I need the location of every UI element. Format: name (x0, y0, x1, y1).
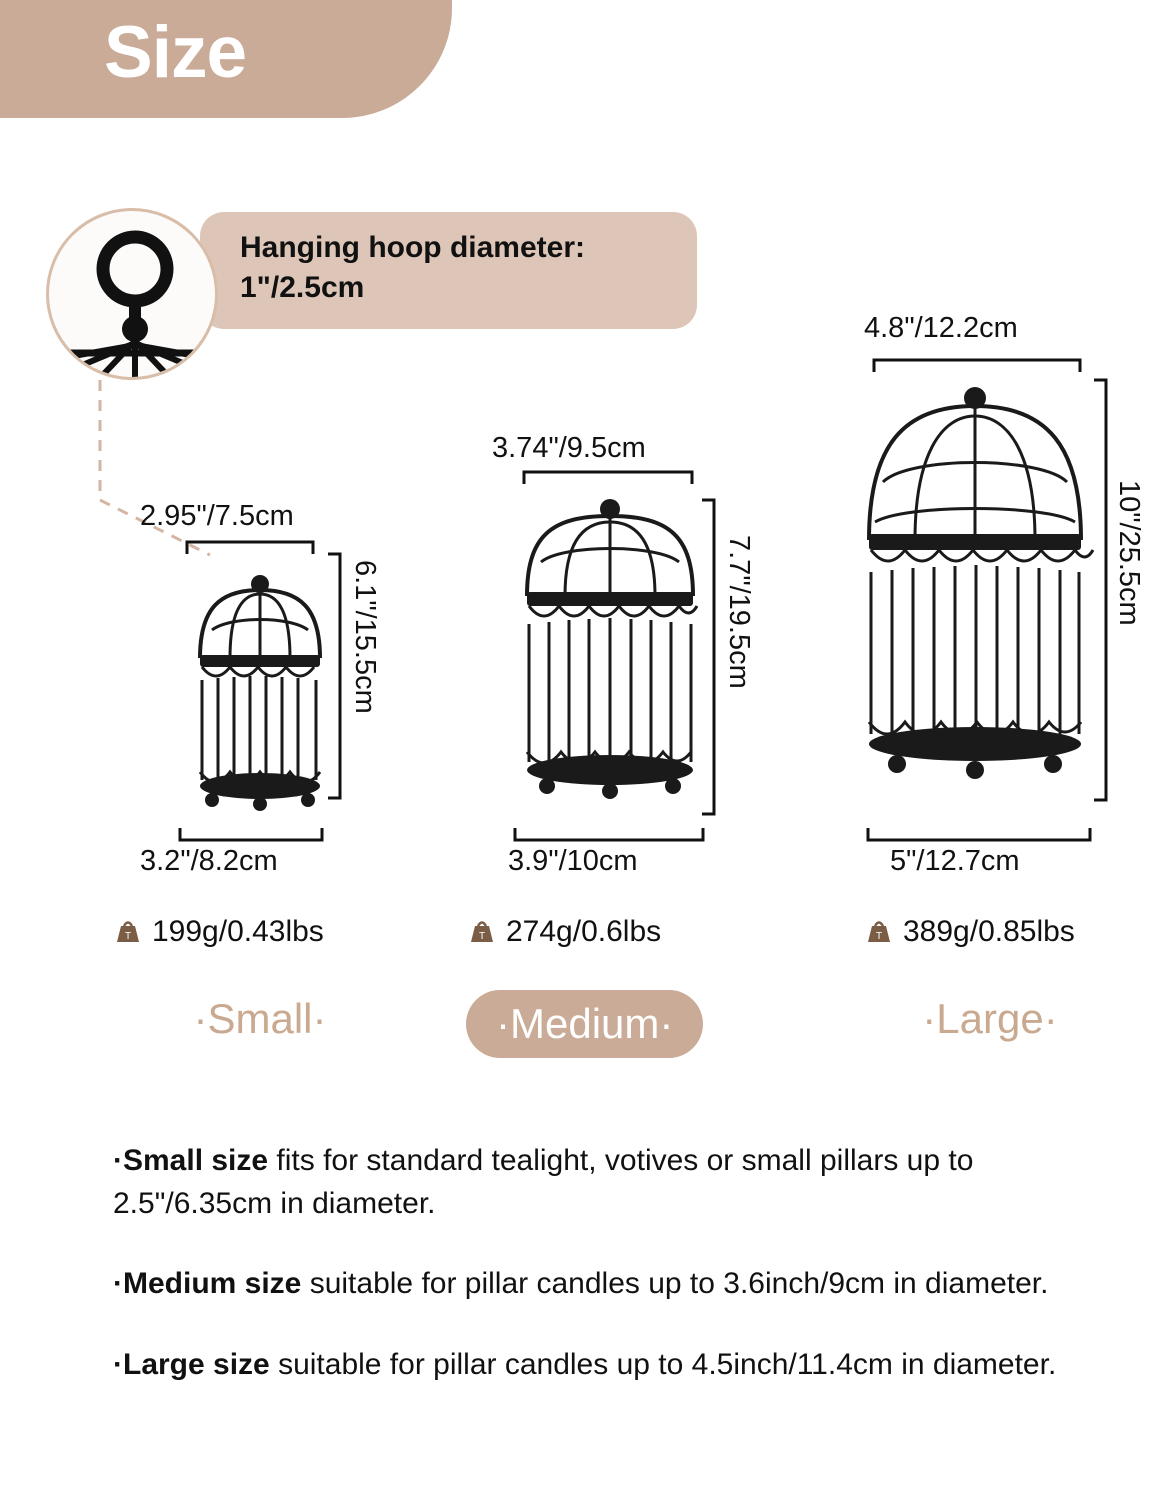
birdcage-large-illustration (845, 372, 1105, 832)
note-medium (113, 1263, 1113, 1306)
large-height-bracket (1092, 378, 1108, 802)
weight-icon (865, 918, 893, 946)
birdcage-medium-illustration (495, 478, 725, 828)
small-top-width-bracket (185, 540, 315, 556)
note-small (113, 1140, 1113, 1225)
svg-text:T: T (478, 931, 486, 942)
large-size-name: ·Large· (922, 995, 1058, 1042)
note-large-prefix: ·Large size (113, 1347, 270, 1381)
medium-height-label: 7.7"/19.5cm (723, 535, 755, 689)
note-medium-prefix: ·Medium size (113, 1267, 302, 1301)
note-large (113, 1344, 1113, 1387)
product-large (845, 372, 1105, 832)
hoop-callout-text (240, 228, 690, 307)
large-base-width-bracket (866, 826, 1092, 842)
note-medium-rest: suitable for pillar candles up to 3.6inch/9cm in diameter. (301, 1267, 1049, 1301)
large-top-width-bracket (872, 358, 1082, 374)
large-weight-row (865, 915, 1075, 949)
medium-top-width-bracket (522, 470, 694, 486)
page-title: Size (104, 12, 247, 93)
medium-size-name: ·Medium· (466, 990, 703, 1058)
small-weight-row (114, 915, 324, 949)
medium-top-width-label: 3.74"/9.5cm (492, 432, 646, 464)
hoop-callout-value: 1"/2.5cm (240, 270, 365, 304)
small-height-bracket (326, 552, 342, 800)
small-base-width-label: 3.2"/8.2cm (140, 845, 278, 877)
medium-weight-label: 274g/0.6lbs (506, 915, 662, 948)
weight-icon (468, 918, 496, 946)
large-weight-label: 389g/0.85lbs (903, 915, 1075, 948)
hanging-hoop-icon (49, 211, 218, 380)
product-medium (495, 478, 725, 828)
large-height-label: 10"/25.5cm (1113, 480, 1145, 626)
small-height-label: 6.1"/15.5cm (349, 560, 381, 714)
small-size-name: ·Small· (193, 995, 327, 1042)
hoop-closeup (46, 208, 218, 380)
hoop-callout-label: Hanging hoop diameter: (240, 231, 585, 264)
small-base-width-bracket (178, 826, 324, 842)
note-small-rest: fits for standard tealight, votives or small pillars up to 2.5"/6.35cm in diameter. (113, 1144, 974, 1220)
note-large-rest: suitable for pillar candles up to 4.5inch/11.4cm in diameter. (269, 1347, 1057, 1381)
large-base-width-label: 5"/12.7cm (890, 845, 1020, 877)
small-top-width-label: 2.95"/7.5cm (140, 500, 294, 532)
medium-base-width-bracket (513, 826, 705, 842)
medium-height-bracket (700, 498, 716, 816)
svg-text:T: T (875, 931, 883, 942)
small-weight-label: 199g/0.43lbs (152, 915, 324, 948)
svg-text:T: T (124, 931, 132, 942)
size-notes (113, 1140, 1113, 1424)
large-top-width-label: 4.8"/12.2cm (864, 312, 1018, 344)
note-small-prefix: ·Small size (113, 1144, 269, 1177)
weight-icon (114, 918, 142, 946)
medium-base-width-label: 3.9"/10cm (508, 845, 638, 877)
medium-weight-row (468, 915, 661, 949)
